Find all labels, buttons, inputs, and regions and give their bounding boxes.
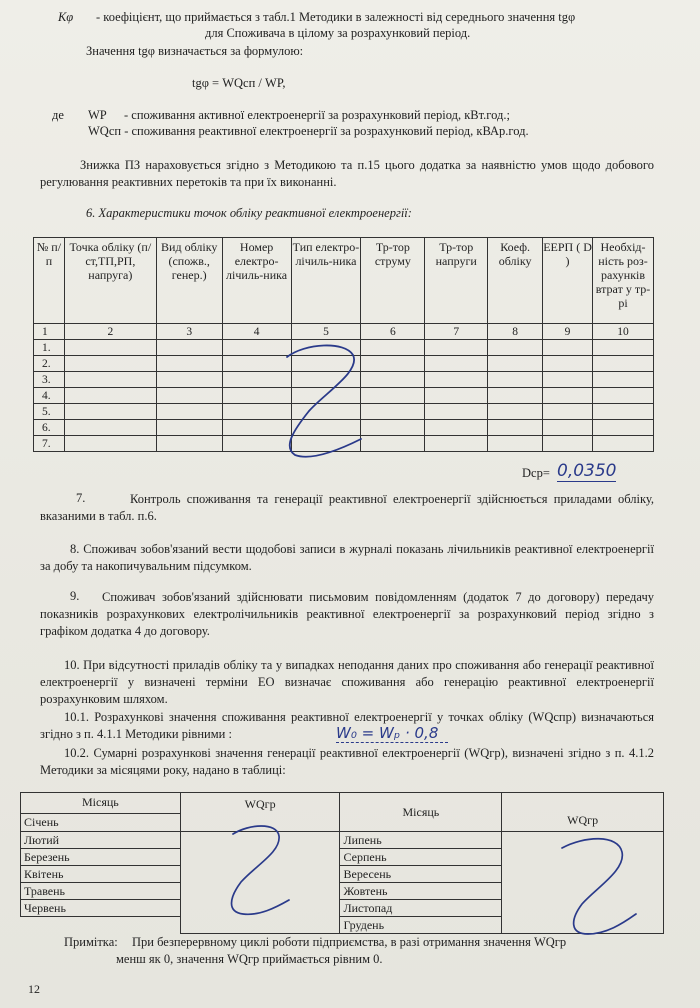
tg-definition: Значення tgφ визначається за формулою: [86, 44, 304, 58]
item-9-number: 9. [70, 589, 80, 603]
kf-symbol: Кφ [58, 10, 74, 24]
header-cell: Тр-тор напруги [425, 238, 488, 324]
discount-paragraph: Знижка ПЗ нараховується згідно з Методикою та п.15 цього додатка за наявністю умов щодо добового регулювання реактивних перетоків та при їх виконанні. [40, 158, 654, 189]
month-cell: Січень [21, 813, 181, 831]
column-number: 7 [425, 324, 488, 340]
month-cell: Серпень [340, 849, 502, 866]
item-10-1-text: 10.1. Розрахункові значення споживання реактивної електроенергії у точках обліку (WQспр) визначаються згідно з п. 4.1.1 Методики рівними : [40, 710, 654, 741]
month-header-right: Місяць [340, 793, 502, 832]
month-header-left: Місяць [21, 793, 181, 814]
wq-header-left: WQгр [180, 793, 340, 832]
header-cell: Номер електро-лічиль-ника [222, 238, 291, 324]
item-10-1-handwritten: W₀ = Wₚ · 0,8 [336, 724, 448, 743]
item-7-text: Контроль споживання та генерації реактивної електроенергії здійснюється приладами обліку, вказаними в табл. п.6. [40, 492, 654, 523]
item-10-text: 10. При відсутності приладів обліку та у випадках неподання даних про споживання або генерації реактивної електроенергії у визначені терміни ЕО визначає споживання або генерацію реактивної електроенергії розрахунковим шляхом. [40, 658, 654, 706]
month-cell: Липень [340, 832, 502, 849]
column-number: 1 [34, 324, 65, 340]
header-cell: Тр-тор струму [361, 238, 425, 324]
row-number: 3. [34, 372, 65, 388]
table-header-row [34, 238, 654, 324]
item-7-number: 7. [76, 491, 86, 505]
header-cell: Вид обліку (спожв., генер.) [156, 238, 222, 324]
kf-text: - коефіцієнт, що приймається з табл.1 Методики в залежності від середнього значення tgφ [96, 10, 576, 24]
strikeout-mark-right [548, 830, 648, 940]
row-number: 1. [34, 340, 65, 356]
note-text: При безперервному циклі роботи підприємства, в разі отримання значення WQгр [132, 935, 567, 949]
column-number: 6 [361, 324, 425, 340]
wp-text: - споживання активної електроенергії за розрахунковий період, кВт.год.; [124, 108, 510, 122]
wq-text: WQсп - споживання реактивної електроенергії за розрахунковий період, кВАр.год. [88, 124, 529, 138]
wq-header-right: WQгр [502, 793, 664, 832]
column-number: 9 [543, 324, 593, 340]
row-number: 2. [34, 356, 65, 372]
column-number: 4 [222, 324, 291, 340]
page-number: 12 [28, 982, 40, 996]
month-cell: Листопад [340, 900, 502, 917]
item-10-2-text: 10.2. Сумарні розрахункові значення генерації реактивної електроенергії (WQгр), визначені згідно з п. 4.1.2 Методики за місяцями року, надано в таблиці: [40, 746, 654, 777]
column-number: 5 [291, 324, 361, 340]
wp-symbol: WP [88, 108, 107, 122]
column-number: 8 [488, 324, 543, 340]
month-cell: Грудень [340, 917, 502, 934]
column-number: 10 [593, 324, 654, 340]
dcp-value: 0,0350 [557, 461, 617, 481]
header-cell: № п/п [34, 238, 65, 324]
formula: tgφ = WQсп / WP, [192, 76, 286, 90]
section-6-title: 6. Характеристики точок обліку реактивної електроенергії: [86, 206, 412, 220]
month-cell: Березень [21, 849, 181, 866]
strikeout-mark-left [215, 818, 305, 918]
column-number: 2 [64, 324, 156, 340]
kf-text-2: для Споживача в цілому за розрахунковий період. [205, 26, 471, 40]
table-header-row [21, 793, 664, 814]
item-9-text: Споживач зобов'язаний здійснювати письмовим повідомленням (додаток 7 до договору) передачу показників розрахункових електролічильників реактивної електроенергії за розрахунковий період згідно з графіком додатка 4 до договору. [40, 590, 654, 638]
dcp-label: Dср= [522, 466, 550, 480]
row-number: 4. [34, 388, 65, 404]
month-cell: Лютий [21, 832, 181, 849]
note-label: Примітка: [64, 935, 118, 949]
strikeout-mark [265, 335, 375, 465]
note-text-2: менш як 0, значення WQгр приймається рівним 0. [116, 952, 383, 966]
header-cell: Коеф. обліку [488, 238, 543, 324]
header-cell: ЕЕРП ( D ) [543, 238, 593, 324]
month-cell: Жовтень [340, 883, 502, 900]
row-number: 6. [34, 420, 65, 436]
header-cell: Точка обліку (п/ст,ТП,РП, напруга) [64, 238, 156, 324]
header-cell: Необхід-ність роз-рахунків втрат у тр-рі [593, 238, 654, 324]
month-cell: Травень [21, 883, 181, 900]
month-cell: Вересень [340, 866, 502, 883]
row-number: 7. [34, 436, 65, 452]
item-8-text: 8. Споживач зобов'язаний вести щодобові записи в журналі показань лічильників реактивної електроенергії за добу та накопичувальним підсумком. [40, 542, 654, 573]
month-cell: Червень [21, 900, 181, 917]
header-cell: Тип електро-лічиль-ника [291, 238, 361, 324]
column-number: 3 [156, 324, 222, 340]
month-cell: Квітень [21, 866, 181, 883]
row-number: 5. [34, 404, 65, 420]
de-label: де [52, 108, 64, 122]
